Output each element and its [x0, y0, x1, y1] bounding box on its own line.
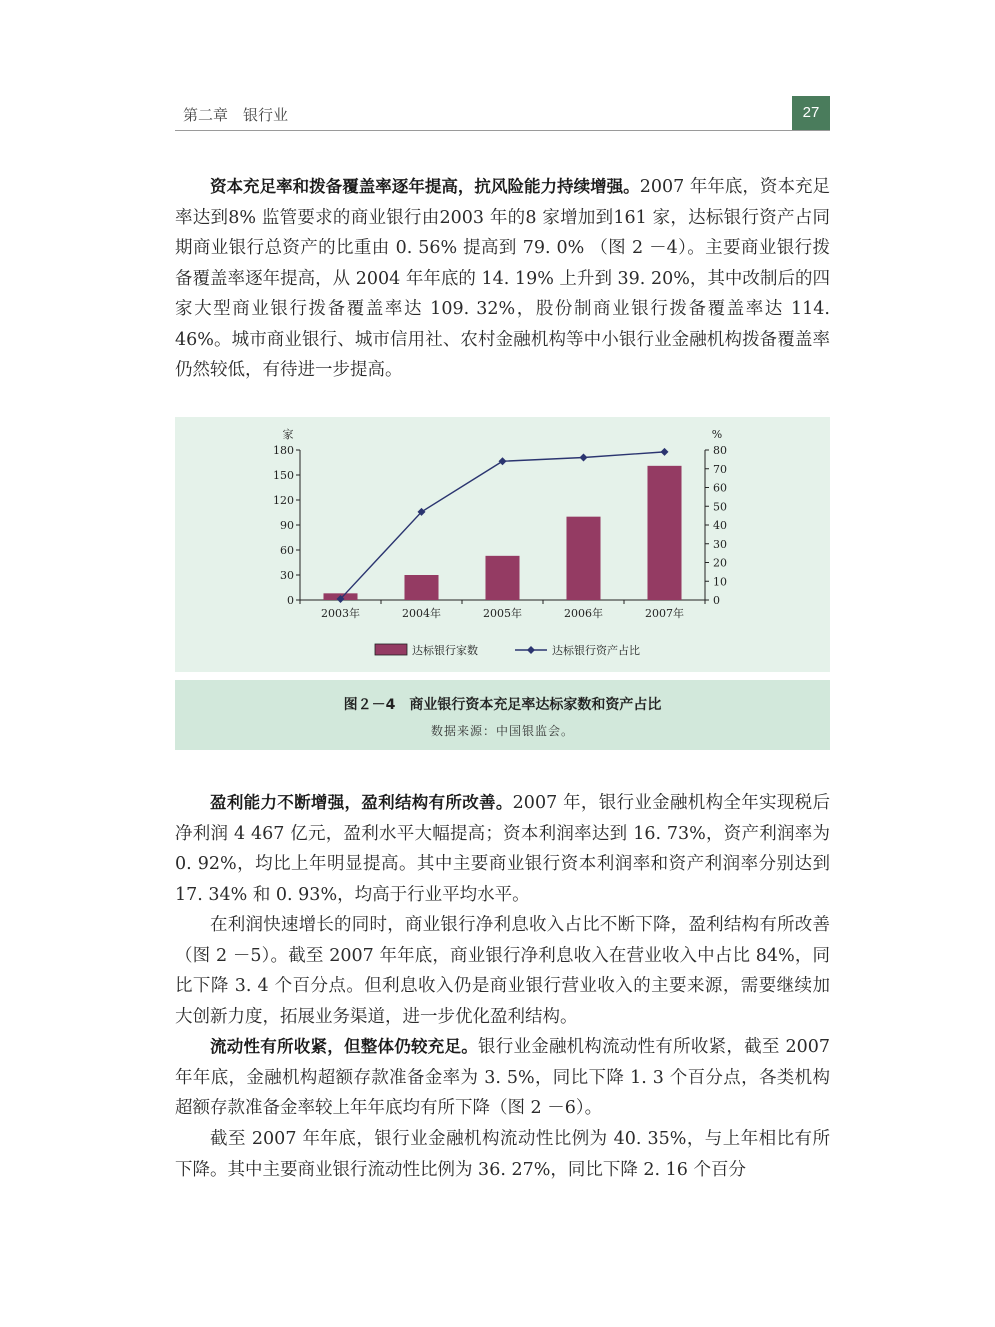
y-left-tick-label: 30	[280, 569, 294, 582]
y-right-tick-label: 40	[713, 519, 727, 532]
paragraph-lead: 盈利能力不断增强，盈利结构有所改善。	[210, 793, 513, 812]
paragraph-lead: 资本充足率和拨备覆盖率逐年提高，抗风险能力持续增强。	[210, 177, 640, 196]
x-tick-label: 2006年	[564, 607, 603, 620]
y-right-tick-label: 70	[713, 462, 727, 476]
y-right-tick-label: 0	[713, 594, 720, 607]
figure-caption-box	[175, 680, 830, 750]
paragraph-liquidity	[175, 1032, 830, 1124]
bar-line-chart	[175, 417, 830, 672]
paragraph-body: 2007 年年底，资本充足率达到8% 监管要求的商业银行由2003 年的8 家增加到161 家，达标银行资产占同期商业银行总资产的比重由 0. 56% 提高到 79. 0% （图 2 －4）。主要商业银行拨备覆盖率逐年提高，从 2004 年年底的 14. 19% 上升到 39. 20%，其中改制后的四家大型商业银行拨备覆盖率达 109. 32%，股份制商业银行拨备覆盖率达 114. 46%。城市商业银行、城市信用社、农村金融机构等中小银行业金融机构拨备覆盖率仍然较低，有待进一步提高。	[175, 177, 830, 380]
y-right-tick-label: 30	[713, 537, 727, 551]
y-left-tick-label: 120	[273, 494, 294, 507]
legend-line-marker	[527, 646, 535, 654]
figure-caption: 图２－4 商业银行资本充足率达标家数和资产占比	[343, 697, 662, 713]
x-tick-label: 2005年	[483, 607, 522, 620]
y-right-tick-label: 60	[713, 481, 727, 495]
y-left-tick-label: 150	[273, 469, 294, 482]
y-right-tick-label: 50	[713, 500, 727, 514]
paragraph-liquidity-ratio	[175, 1124, 830, 1185]
y-left-tick-label: 180	[273, 444, 294, 457]
y-right-tick-label: 20	[713, 556, 727, 570]
figure-chart	[175, 417, 830, 672]
x-tick-label: 2003年	[321, 607, 360, 620]
line-marker	[661, 448, 669, 456]
paragraph-body: 银行业金融机构流动性有所收紧，截至 2007 年年底，金融机构超额存款准备金率为 3. 5%，同比下降 1. 3 个百分点，各类机构超额存款准备金率较上年年底均有所下降（图 2 －6）。	[175, 1037, 830, 1118]
paragraph-profitability	[175, 788, 830, 910]
legend-bar-label: 达标银行家数	[412, 644, 478, 657]
y-right-tick-label: 10	[713, 575, 727, 589]
line-marker	[499, 457, 507, 465]
paragraph-body: 截至 2007 年年底，银行业金融机构流动性比例为 40. 35%，与上年相比有所下降。其中主要商业银行流动性比例为 36. 27%，同比下降 2. 16 个百分	[175, 1129, 830, 1180]
line-marker	[580, 454, 588, 462]
x-tick-label: 2007年	[645, 607, 684, 620]
legend-line-label: 达标银行资产占比	[552, 644, 640, 657]
paragraph-lead: 流动性有所收紧，但整体仍较充足。	[210, 1037, 478, 1056]
chapter-title: 第二章 银行业	[183, 106, 289, 124]
paragraph-body: 2007 年，银行业金融机构全年实现税后净利润 4 467 亿元，盈利水平大幅提高；资本利润率达到 16. 73%，资产利润率为 0. 92%，均比上年明显提高。其中主要商业银行资本利润率和资产利润率分别达到 17. 34% 和 0. 93%，均高于行业平均水平。	[175, 793, 830, 905]
x-tick-label: 2004年	[402, 607, 441, 620]
y-right-unit: %	[711, 428, 723, 441]
paragraph-capital-adequacy	[175, 172, 830, 386]
y-left-tick-label: 90	[280, 519, 294, 532]
y-right-tick-label: 80	[713, 444, 727, 457]
figure-source: 数据来源：中国银监会。	[430, 724, 574, 738]
running-header	[175, 96, 830, 131]
paragraph-income-structure	[175, 910, 830, 1032]
y-left-tick-label: 0	[287, 594, 294, 607]
legend-bar-swatch	[375, 644, 407, 655]
bar	[404, 575, 438, 600]
paragraph-body: 在利润快速增长的同时，商业银行净利息收入占比不断下降，盈利结构有所改善（图 2 －5）。截至 2007 年年底，商业银行净利息收入在营业收入中占比 84%，同比下降 3. 4 个百分点。但利息收入仍是商业银行营业收入的主要来源，需要继续加大创新力度，拓展业务渠道，进一步优化盈利结构。	[175, 915, 830, 1027]
bar	[647, 466, 681, 600]
y-left-unit: 家	[282, 428, 294, 441]
bar	[485, 556, 519, 600]
y-left-tick-label: 60	[280, 544, 294, 557]
bar	[566, 517, 600, 600]
page-number: 27	[792, 96, 830, 130]
